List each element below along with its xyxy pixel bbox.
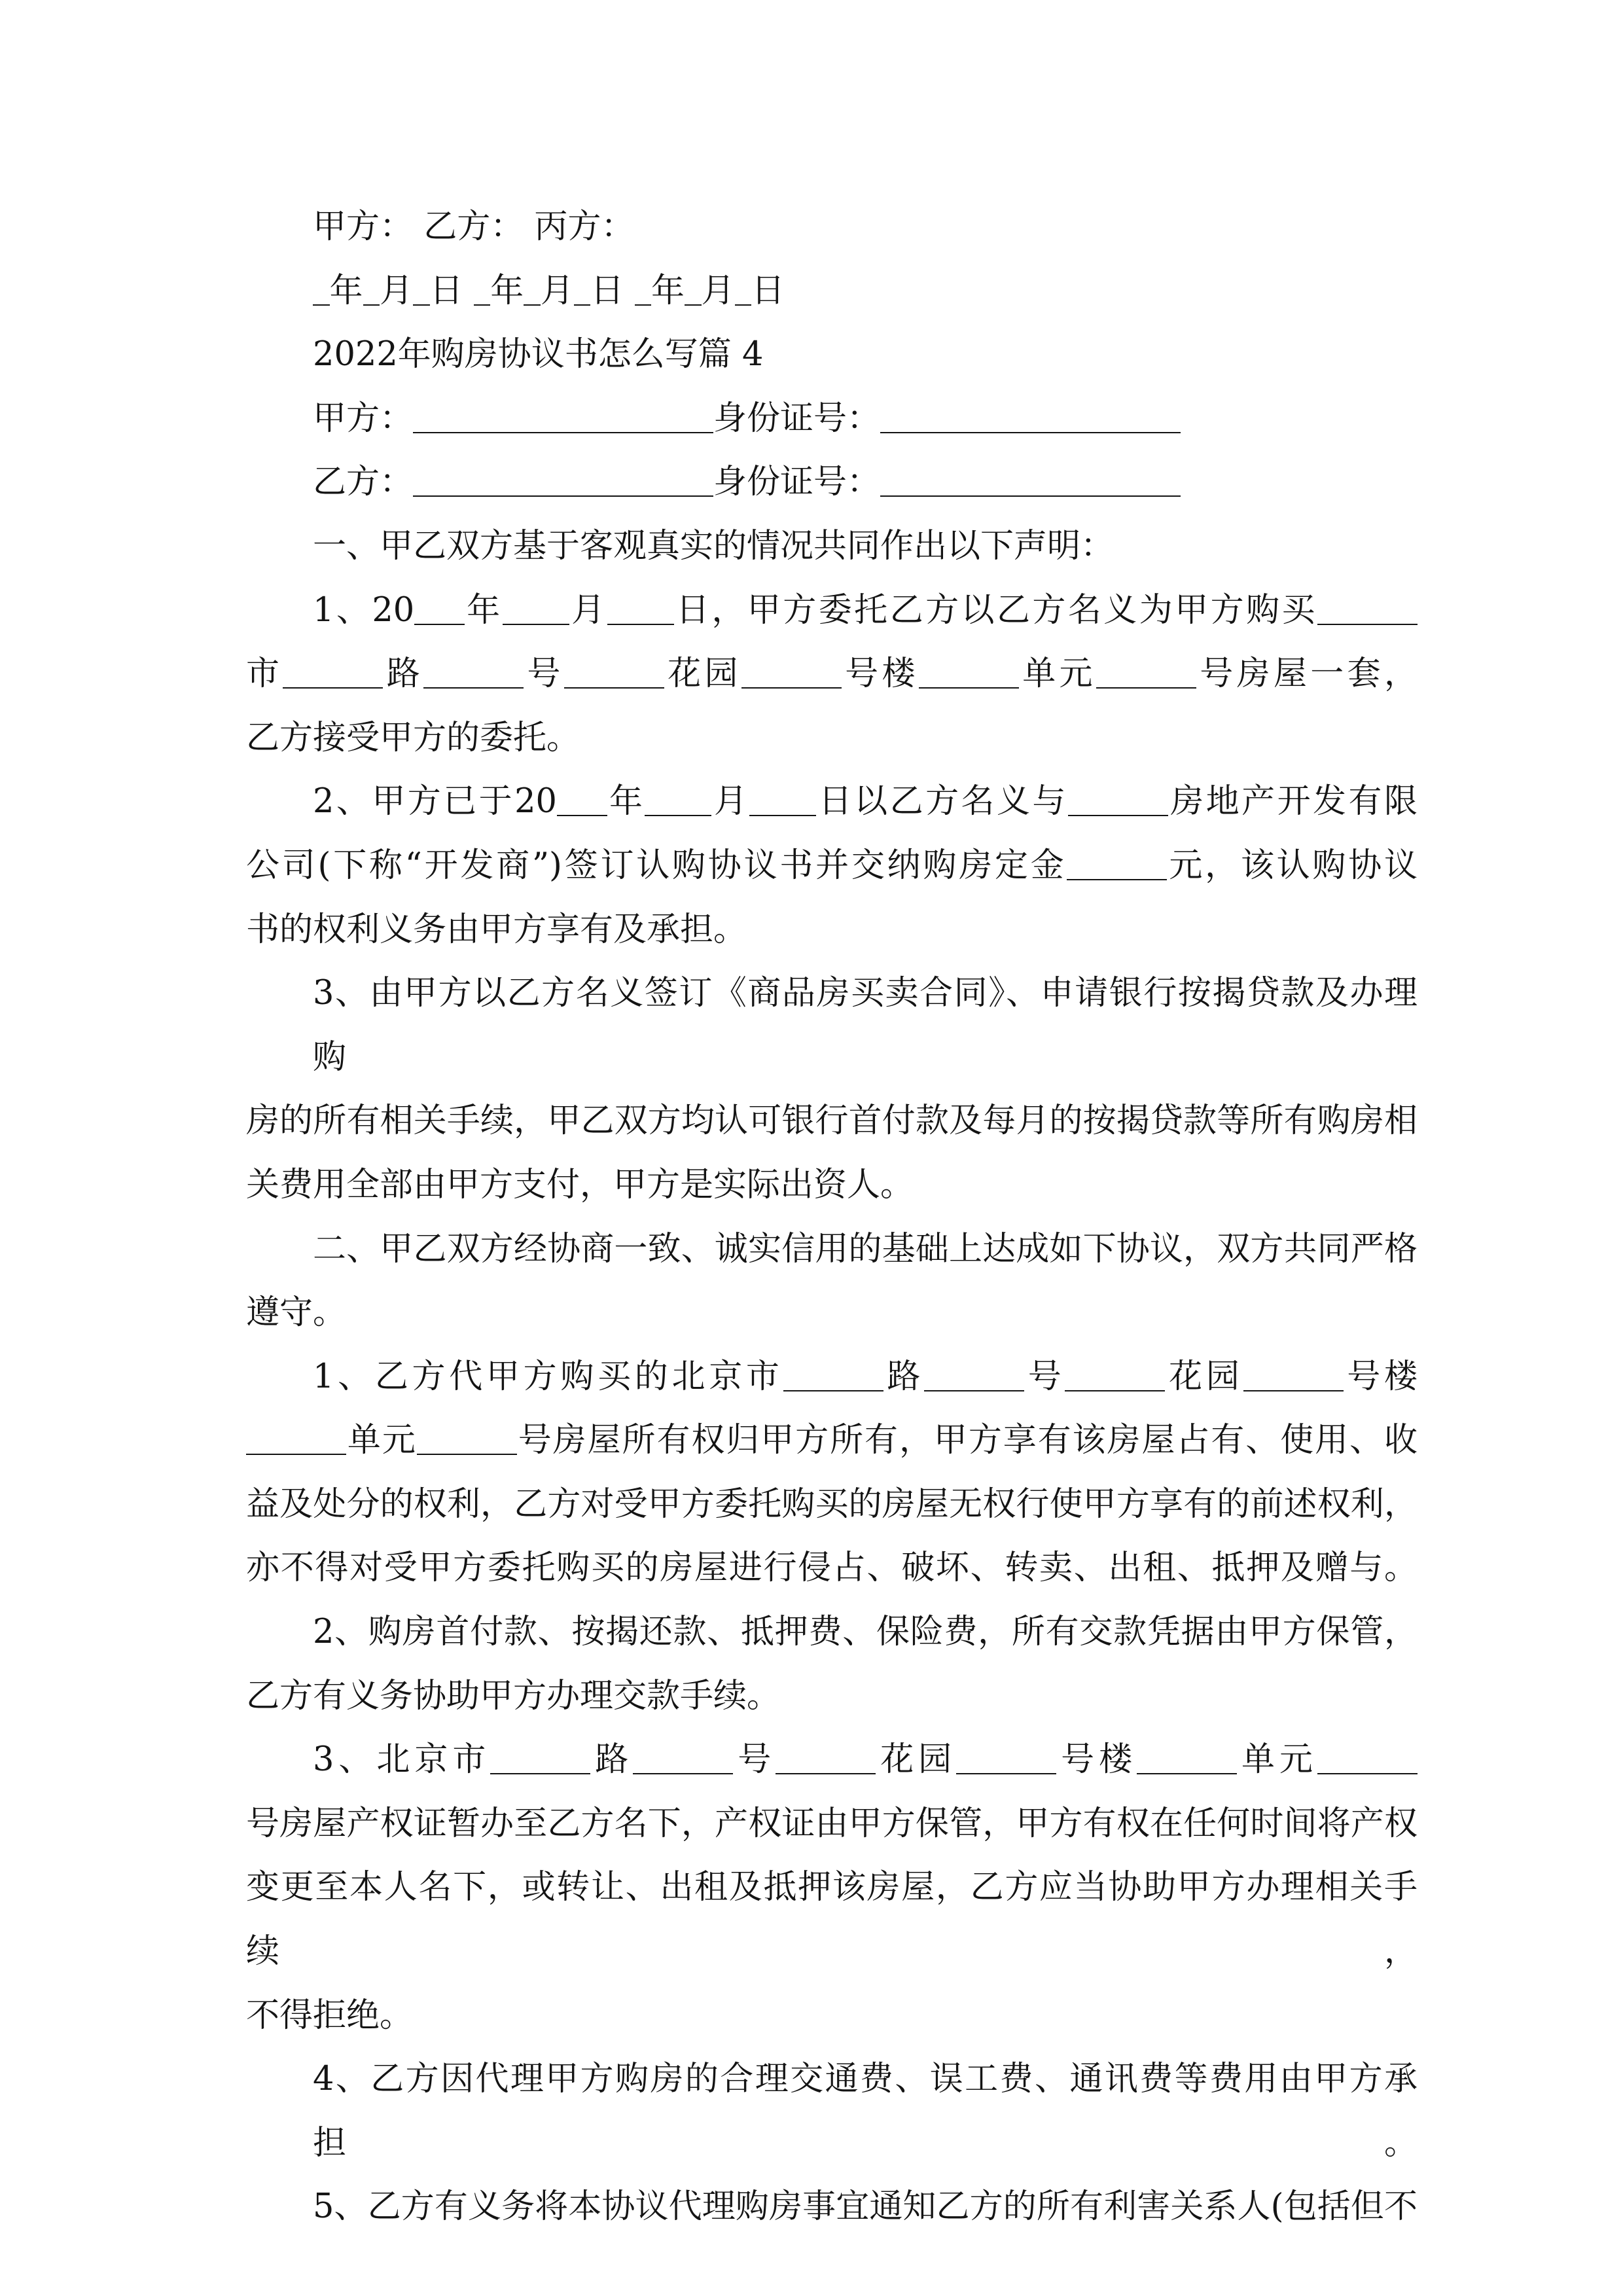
fill-in-blank <box>474 274 491 306</box>
fill-in-blank <box>880 402 1181 433</box>
fill-in-blank <box>776 1743 876 1774</box>
fill-in-blank <box>956 1743 1056 1774</box>
text-line: 3、由甲方以乙方名义签订《商品房买卖合同》、申请银行按揭贷款及办理购 <box>313 974 1418 1077</box>
fill-in-blank <box>1243 1360 1344 1391</box>
paragraph <box>246 2175 1418 2239</box>
paragraph <box>246 1600 1418 1728</box>
document-body <box>246 195 1418 2239</box>
text-line: 乙方： 身份证号： <box>246 450 1418 514</box>
text-line: 2、购房首付款、按揭还款、抵押费、保险费，所有交款凭据由甲方保管， <box>313 1613 1418 1652</box>
paragraph <box>246 770 1418 961</box>
text-line: 二、甲乙双方经协商一致、诚实信用的基础上达成如下协议，双方共同严格 <box>313 1229 1418 1268</box>
paragraph <box>246 1217 1418 1345</box>
text-line: 亦不得对受甲方委托购买的房屋进行侵占、破坏、转卖、出租、抵押及赠与。 <box>246 1549 1418 1588</box>
fill-in-blank <box>924 1360 1024 1391</box>
fill-in-blank <box>880 466 1181 497</box>
paragraph <box>246 1345 1418 1600</box>
fill-in-blank <box>783 1360 883 1391</box>
text-line: 甲方： 身份证号： <box>246 387 1418 451</box>
text-line: 1、20 年 月 日，甲方委托乙方以乙方名义为甲方购买 <box>246 579 1418 643</box>
paragraph <box>246 195 1418 259</box>
text-line: 2022年购房协议书怎么写篇 4 <box>313 335 764 374</box>
fill-in-blank <box>1317 594 1418 625</box>
text-line: 公司(下称“开发商”)签订认购协议书并交纳购房定金 元，该认购协议 <box>246 846 1418 885</box>
text-line: 遵守。 <box>246 1293 347 1333</box>
text-line: 不得拒绝。 <box>246 1996 414 2035</box>
fill-in-blank <box>1096 657 1196 689</box>
fill-in-blank <box>414 594 465 625</box>
fill-in-blank <box>1065 1360 1165 1391</box>
paragraph <box>246 387 1418 451</box>
text-line: 4、乙方因代理甲方购房的合理交通费、误工费、通讯费等费用由甲方承担。 <box>313 2060 1418 2162</box>
text-line: 一、甲乙双方基于客观真实的情况共同作出以下声明： <box>313 526 1115 565</box>
fill-in-blank <box>749 785 816 817</box>
fill-in-blank <box>313 274 330 306</box>
paragraph <box>246 961 1418 1217</box>
paragraph <box>246 259 1418 323</box>
fill-in-blank <box>1068 785 1168 817</box>
fill-in-blank <box>633 1743 733 1774</box>
fill-in-blank <box>363 274 380 306</box>
text-line: 书的权利义务由甲方享有及承担。 <box>246 910 747 949</box>
text-line: 甲方： 乙方： 丙方： <box>313 207 635 246</box>
text-line: 益及处分的权利，乙方对受甲方委托购买的房屋无权行使甲方享有的前述权利， <box>246 1484 1418 1524</box>
text-line: 市 路 号 花园 号楼 单元 号房屋一套， <box>246 655 1418 694</box>
text-line: 关费用全部由甲方支付，甲方是实际出资人。 <box>246 1165 914 1204</box>
fill-in-blank <box>919 657 1019 689</box>
text-line: 3、北京市 路 号 花园 号楼 单元 <box>246 1728 1418 1792</box>
fill-in-blank <box>413 274 430 306</box>
paragraph <box>246 1728 1418 2047</box>
fill-in-blank <box>735 274 752 306</box>
fill-in-blank <box>574 274 591 306</box>
text-line: 房的所有相关手续，甲乙双方均认可银行首付款及每月的按揭贷款等所有购房相 <box>246 1102 1418 1141</box>
fill-in-blank <box>635 274 652 306</box>
fill-in-blank <box>503 594 569 625</box>
text-line: 2、甲方已于20 年 月 日以乙方名义与 房地产开发有限 <box>313 782 1418 821</box>
paragraph <box>246 323 1418 387</box>
text-line: 1、乙方代甲方购买的北京市 路 号 花园 号楼 <box>313 1357 1418 1396</box>
fill-in-blank <box>1067 849 1167 880</box>
fill-in-blank <box>490 1743 590 1774</box>
fill-in-blank <box>557 785 607 817</box>
fill-in-blank <box>564 657 664 689</box>
text-line: 变更至本人名下，或转让、出租及抵押该房屋，乙方应当协助甲方办理相关手续， <box>246 1868 1418 1971</box>
text-line: 乙方接受甲方的委托。 <box>246 718 580 757</box>
fill-in-blank <box>607 594 674 625</box>
paragraph <box>246 450 1418 514</box>
text-line: 单元 号房屋所有权归甲方所有，甲方享有该房屋占有、使用、收 <box>246 1408 1418 1473</box>
text-line: 5、乙方有义务将本协议代理购房事宜通知乙方的所有利害关系人(包括但不 <box>313 2187 1418 2227</box>
fill-in-blank <box>423 657 524 689</box>
fill-in-blank <box>246 1424 346 1456</box>
text-line: 乙方有义务协助甲方办理交款手续。 <box>246 1676 781 1715</box>
fill-in-blank <box>413 402 713 433</box>
fill-in-blank <box>645 785 711 817</box>
fill-in-blank <box>1317 1743 1418 1774</box>
fill-in-blank <box>685 274 702 306</box>
paragraph <box>246 514 1418 579</box>
text-line: 号房屋产权证暂办至乙方名下，产权证由甲方保管，甲方有权在任何时间将产权 <box>246 1804 1418 1843</box>
fill-in-blank <box>417 1424 517 1456</box>
fill-in-blank <box>524 274 541 306</box>
fill-in-blank <box>413 466 713 497</box>
fill-in-blank <box>1137 1743 1237 1774</box>
paragraph <box>246 579 1418 770</box>
fill-in-blank <box>741 657 842 689</box>
paragraph <box>246 2047 1418 2175</box>
fill-in-blank <box>283 657 383 689</box>
text-line: 年 月 日 年 月 日 年 月 日 <box>246 259 1418 323</box>
